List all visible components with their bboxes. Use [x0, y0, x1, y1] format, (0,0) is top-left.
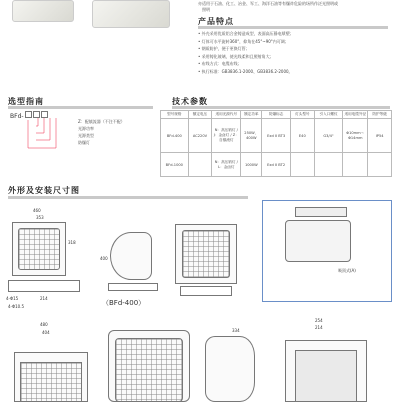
lamp-side-base: [108, 283, 158, 291]
legend-line: 光源功率: [78, 126, 94, 131]
spec-header: 灯头型号: [290, 111, 314, 119]
dim-label: 214: [40, 296, 48, 301]
lamp-bottom-right-inner: [295, 350, 357, 402]
product-photo-right: [92, 0, 170, 28]
spec-cell: G3/4": [314, 119, 343, 153]
dim-label: 400: [100, 256, 108, 261]
feature-item: • 外壳采用优质铝合金铸造成型，表面高压静电喷塑；: [198, 31, 294, 36]
dim-label: 4-Φ10.5: [8, 304, 25, 309]
spec-header: 防护等级: [368, 111, 392, 119]
intro-line-2: 照明: [202, 7, 210, 12]
spec-header-row: [161, 111, 392, 119]
product-photo-left: [12, 0, 74, 22]
features-list: [198, 31, 294, 76]
dim-label: 404: [42, 330, 50, 335]
lamp-center-base: [180, 286, 232, 296]
spec-header: 适用电缆外径: [343, 111, 368, 119]
model-guide-legend: [78, 119, 125, 147]
ceiling-caption: 吸顶式(A): [338, 268, 356, 273]
spec-cell: [314, 153, 343, 177]
tech-title: 技术参数: [172, 97, 208, 106]
spec-cell: N：高压钠灯 / J：金卤灯 / Z：自镇流灯: [212, 119, 241, 153]
spec-header: 防爆标志: [262, 111, 291, 119]
dimensions-bar: [8, 196, 248, 199]
lamp-bottom-left-grid: [20, 362, 82, 402]
dim-label: 4-Φ15: [6, 296, 19, 301]
spec-cell: E40: [290, 119, 314, 153]
dim-label: 318: [68, 240, 76, 245]
spec-header: 额定电压: [188, 111, 212, 119]
lamp-bottom-center-grid: [115, 338, 183, 402]
lamp-center-grid: [182, 230, 230, 278]
lamp-bottom-side: [205, 336, 255, 402]
dim-label: 460: [33, 208, 41, 213]
spec-cell: [290, 153, 314, 177]
spec-cell: AC220V: [188, 119, 212, 153]
model-guide-lines: [8, 118, 88, 163]
lamp-side-body: [110, 232, 152, 280]
spec-table: [160, 110, 392, 177]
features-bar: [198, 26, 388, 29]
model-guide-title: 选型指南: [8, 97, 44, 106]
intro-line-1: 亦适用于石油、化工、冶金、军工、海洋石油等有爆炸危险的场所作泛光照明或: [198, 1, 338, 6]
ceiling-mount-bracket: [295, 207, 347, 217]
spec-header: 额定功率: [241, 111, 262, 119]
feature-item: • 执行标准：GB3836.1-2000、GB3836.2-2000。: [198, 68, 293, 74]
dim-label: 254: [315, 318, 323, 323]
spec-header: 型号规格: [161, 111, 189, 119]
features-title: 产品特点: [198, 17, 234, 26]
feature-item: • 采用铸化玻璃，使光线柔和且照射角大；: [198, 53, 274, 59]
legend-line: 防爆灯: [78, 140, 90, 145]
spec-cell: Φ10mm～Φ14mm: [343, 119, 368, 153]
feature-item: • 钢质防护，便于更换灯管；: [198, 46, 250, 51]
legend-line: 光源类型: [78, 133, 94, 138]
feature-item: • 灯体可水平旋转360°，仰角在45°~90°内可调；: [198, 38, 289, 44]
legend-line: Z：配镇流器（不注不配）: [78, 119, 125, 124]
spec-cell: IP54: [368, 119, 392, 153]
spec-cell: Exd II BT3: [262, 119, 291, 153]
spec-cell: N：高压钠灯 / L：金卤灯: [212, 153, 241, 177]
lamp-front-grid: [18, 228, 60, 270]
ceiling-mount-body: [285, 220, 351, 262]
dim-label: 353: [36, 215, 44, 220]
lamp-front-base: [8, 280, 80, 292]
spec-cell: Exd II BT2: [262, 153, 291, 177]
spec-header: 适用光源代号: [212, 111, 241, 119]
dim-label: 480: [40, 322, 48, 327]
dim-label: 334: [232, 328, 240, 333]
model-guide-bar: [8, 106, 153, 109]
spec-row: [161, 153, 392, 177]
tech-bar: [172, 106, 390, 109]
dim-label: 214: [315, 325, 323, 330]
spec-cell: BFd-400: [161, 119, 189, 153]
spec-row: [161, 119, 392, 153]
dimensions-title: 外形及安装尺寸图: [8, 186, 80, 195]
spec-cell: BFd-1000: [161, 153, 189, 177]
spec-cell: 250W、400W: [241, 119, 262, 153]
spec-cell: [368, 153, 392, 177]
spec-cell: [343, 153, 368, 177]
feature-item: • 布线方式：电缆布线；: [198, 61, 242, 66]
spec-header: 引入口螺纹: [314, 111, 343, 119]
spec-cell: 1000W: [241, 153, 262, 177]
spec-cell: [188, 153, 212, 177]
model-prefix: BFd-: [10, 113, 24, 120]
caption-bfd400: （BFd-400）: [102, 299, 146, 307]
